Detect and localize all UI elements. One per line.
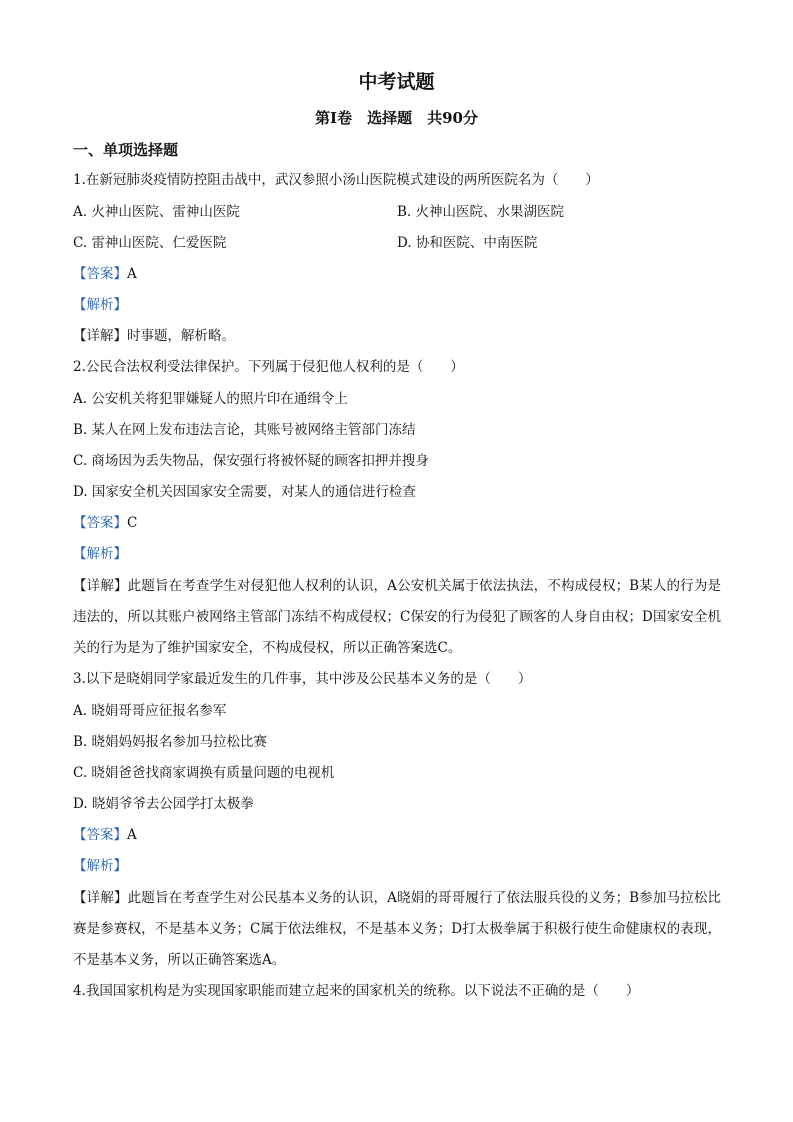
answer-value: C <box>127 515 138 531</box>
question-1-answer <box>73 265 137 283</box>
question-3-option-d: D. 晓娟爷爷去公园学打太极拳 <box>73 796 254 812</box>
answer-label: 【答案】 <box>73 266 127 282</box>
question-2-answer <box>73 514 137 532</box>
page-title: 中考试题 <box>358 71 435 93</box>
question-3-stem: 3.以下是晓娟同学家最近发生的几件事，其中涉及公民基本义务的是（ ） <box>73 671 532 687</box>
question-1-option-a: A. 火神山医院、雷神山医院 <box>73 204 240 220</box>
paper-subtitle: 第Ⅰ卷 选择题 共90分 <box>315 109 478 127</box>
question-3-option-c: C. 晓娟爸爸找商家调换有质量问题的电视机 <box>73 765 335 781</box>
question-2-analysis <box>73 545 127 563</box>
question-2-stem: 2.公民合法权利受法律保护。下列属于侵犯他人权利的是（ ） <box>73 359 464 375</box>
question-2-option-d: D. 国家安全机关因国家安全需要，对某人的通信进行检查 <box>73 484 416 500</box>
question-3-detail <box>73 883 721 976</box>
question-1-detail <box>73 327 235 345</box>
answer-label: 【答案】 <box>73 515 127 531</box>
question-4-stem: 4.我国国家机构是为实现国家职能而建立起来的国家机关的统称。以下说法不正确的是（ ） <box>73 983 640 999</box>
question-1-option-b: B. 火神山医院、水果湖医院 <box>397 204 565 220</box>
detail-label: 【详解】 <box>73 578 128 594</box>
question-3-option-a: A. 晓娟哥哥应征报名参军 <box>73 703 227 719</box>
detail-text: 此题旨在考查学生对侵犯他人权利的认识，A公安机关属于依法执法，不构成侵权；B某人的行为是违法的，所以其账户被网络主管部门冻结不构成侵权；C保安的行为侵犯了顾客的人身自由权；D国家安全机关的行为是为了维护国家安全，不构成侵权，所以正确答案选C。 <box>73 578 722 656</box>
detail-text: 时事题，解析略。 <box>127 328 235 344</box>
answer-value: A <box>127 266 137 282</box>
question-2-option-a: A. 公安机关将犯罪嫌疑人的照片印在通缉令上 <box>73 391 348 407</box>
question-1-stem: 1.在新冠肺炎疫情防控阻击战中，武汉参照小汤山医院模式建设的两所医院名为（ ） <box>73 172 599 188</box>
question-2-option-c: C. 商场因为丢失物品，保安强行将被怀疑的顾客扣押并搜身 <box>73 453 429 469</box>
question-1-option-c: C. 雷神山医院、仁爱医院 <box>73 235 227 251</box>
detail-text: 此题旨在考查学生对公民基本义务的认识，A晓娟的哥哥履行了依法服兵役的义务；B参加马拉松比赛是参赛权，不是基本义务；C属于依法维权，不是基本义务；D打太极拳属于积极行使生命健康权的表现，不是基本义务，所以正确答案选A。 <box>73 890 722 968</box>
question-3-option-b: B. 晓娟妈妈报名参加马拉松比赛 <box>73 734 268 750</box>
question-3-analysis <box>73 857 127 875</box>
question-3-answer <box>73 826 137 844</box>
question-2-option-b: B. 某人在网上发布违法言论，其账号被网络主管部门冻结 <box>73 422 416 438</box>
answer-value: A <box>127 827 137 843</box>
section-heading: 一、单项选择题 <box>73 141 179 159</box>
detail-label: 【详解】 <box>73 890 128 906</box>
detail-label: 【详解】 <box>73 328 127 344</box>
question-1-option-d: D. 协和医院、中南医院 <box>397 235 538 251</box>
analysis-label: 【解析】 <box>73 858 127 874</box>
question-2-detail <box>73 571 721 664</box>
answer-label: 【答案】 <box>73 827 127 843</box>
analysis-label: 【解析】 <box>73 546 127 562</box>
question-1-analysis <box>73 296 127 314</box>
analysis-label: 【解析】 <box>73 297 127 313</box>
